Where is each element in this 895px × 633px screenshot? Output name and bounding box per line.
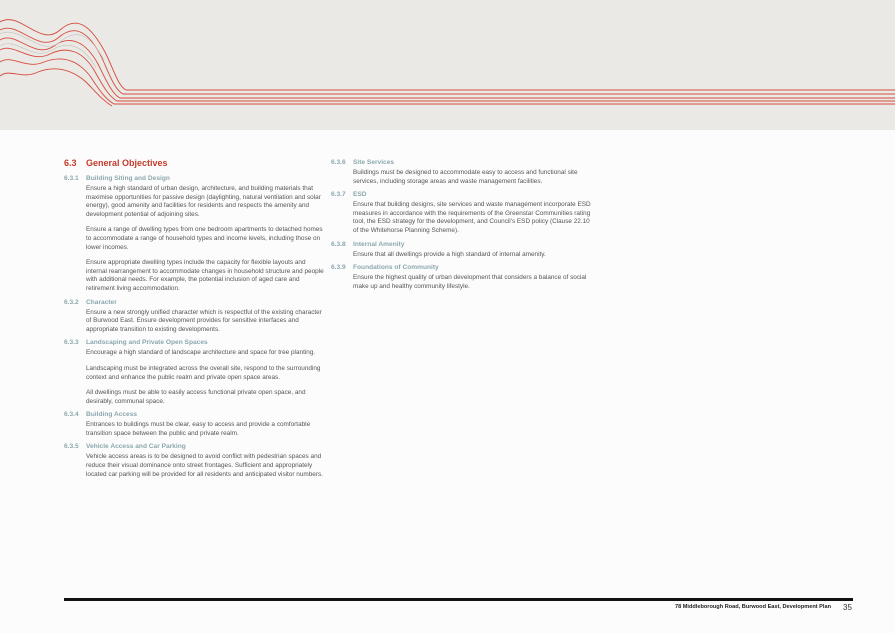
objective-item	[331, 263, 593, 291]
objective-paragraph: Ensure a new strongly unified character which is respectful of the existing character of Burwood East. Ensure development provides for sensitive interfaces and appropriate transition to existing developments.	[86, 308, 322, 333]
objective-body	[353, 201, 593, 235]
objective-body	[86, 421, 324, 438]
right-column	[331, 158, 593, 295]
objective-body	[86, 185, 324, 294]
objective-heading	[331, 263, 593, 272]
objective-number: 6.3.1	[64, 175, 79, 182]
objective-title: Internal Amenity	[353, 240, 405, 248]
objective-number: 6.3.4	[64, 411, 79, 419]
objective-heading	[64, 338, 324, 347]
objective-paragraph: Ensure a range of dwelling types from one bedroom apartments to detached homes to accommodate a range of household types and income levels, including those on lower incomes.	[86, 226, 323, 251]
objective-title: Vehicle Access and Car Parking	[86, 443, 186, 451]
objective-body	[353, 274, 593, 291]
objective-paragraph: Vehicle access areas is to be designed to avoid conflict with pedestrian spaces and reduce their visual dominance onto street frontages. Sufficient and appropriately located car parking will be provided for all residents and anticipated visitor numbers.	[86, 453, 323, 478]
objective-paragraph: Ensure that building designs, site services and waste management incorporate ESD measures in accordance with the requirements of the Greenstar Communities rating tool, the ESD strategy for the development, and Council's ESD policy (Clause 22.10 of the Whitehorse Planning Scheme).	[353, 201, 591, 234]
objective-number: 6.3.6	[331, 159, 346, 166]
objective-paragraph: Encourage a high standard of landscape architecture and space for tree planting.	[86, 349, 316, 357]
objective-item	[331, 158, 593, 186]
objective-heading	[331, 158, 593, 167]
section-title: General Objectives	[86, 158, 168, 168]
objective-title: Landscaping and Private Open Spaces	[86, 339, 208, 347]
objective-body	[86, 309, 324, 335]
contour-lines-graphic	[0, 0, 895, 130]
left-column	[64, 158, 324, 483]
objective-title: Building Siting and Design	[86, 175, 170, 182]
objective-item	[64, 298, 324, 335]
objective-title: ESD	[353, 191, 367, 199]
objective-number: 6.3.3	[64, 339, 79, 347]
objective-number: 6.3.8	[331, 240, 346, 248]
objective-body	[353, 251, 593, 260]
objective-paragraph: Ensure the highest quality of urban development that considers a balance of social make up and healthy community lifestyle.	[353, 274, 587, 290]
objective-item	[64, 174, 324, 294]
objective-heading	[64, 442, 324, 451]
objective-heading	[331, 190, 593, 199]
header-band	[0, 0, 895, 130]
objective-paragraph: Buildings must be designed to accommodate easy to access and functional site services, including storage areas and waste management facilities.	[353, 169, 578, 185]
objective-heading	[64, 298, 324, 307]
objective-item	[64, 410, 324, 438]
footer-title: 78 Middleborough Road, Burwood East, Development Plan	[674, 604, 831, 610]
objective-title: Foundations of Community	[353, 264, 439, 272]
page-number: 35	[843, 603, 852, 612]
objective-title: Building Access	[86, 411, 138, 419]
objective-heading	[64, 174, 324, 183]
objective-paragraph: Ensure a high standard of urban design, architecture, and building materials that maximise opportunities for passive design (daylighting, natural ventilation and solar energy), good amenity and facilities for residents and respects the amenity and development potential of adjoining sites.	[86, 185, 321, 218]
objective-number: 6.3.2	[64, 298, 79, 306]
objective-number: 6.3.9	[331, 264, 346, 272]
objective-paragraph: Landscaping must be integrated across the overall site, respond to the surrounding context and enhance the public realm and private open space areas.	[86, 364, 321, 381]
objective-paragraph: Entrances to buildings must be clear, easy to access and provide a comfortable transition space between the public and private realm.	[86, 421, 311, 437]
objective-heading	[331, 240, 593, 249]
objective-number: 6.3.7	[331, 191, 346, 199]
objective-item	[64, 442, 324, 479]
objective-paragraph: All dwellings must be able to easily access functional private open space, and desirably, communal space.	[86, 389, 306, 405]
objective-body	[353, 169, 593, 186]
objective-heading	[64, 410, 324, 419]
objective-item	[331, 190, 593, 235]
objective-body	[86, 349, 324, 406]
objective-paragraph: Ensure appropriate dwelling types include the capacity for flexible layouts and internal rearrangement to accommodate changes in household structure and people with additional needs. For example, the potential inclusion of aged care and retirement living accommodation.	[86, 259, 324, 292]
section-heading	[64, 158, 324, 168]
objective-number: 6.3.5	[64, 443, 79, 451]
objective-item	[331, 240, 593, 260]
footer-rule	[64, 598, 853, 601]
objective-title: Site Services	[353, 159, 395, 166]
objective-item	[64, 338, 324, 406]
objective-body	[86, 453, 324, 479]
objective-title: Character	[86, 298, 117, 306]
section-number: 6.3	[64, 158, 77, 168]
objective-paragraph: Ensure that all dwellings provide a high standard of internal amenity.	[353, 250, 546, 258]
